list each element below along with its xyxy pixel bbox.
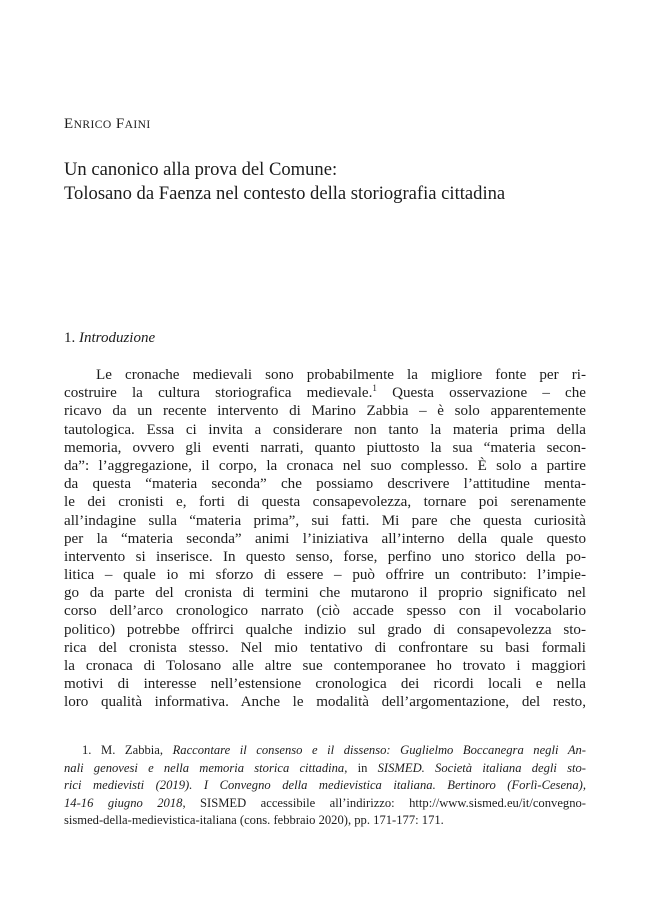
footnote-connector: , in — [344, 760, 378, 775]
footnote-url-text[interactable]: , SISMED accessibile all’indirizzo: http://www.sismed.eu/it/convegno- — [182, 795, 586, 810]
body-line: politico) potrebbe offrirci qualche indizio sul grado di consapevolezza sto- — [64, 621, 586, 638]
section-number: 1. — [64, 330, 79, 346]
footnote-line — [64, 742, 586, 760]
body-line-part: Questa osservazione – che — [376, 385, 586, 402]
body-line-part: costruire la cultura storiografica medievale. — [64, 385, 373, 402]
footnote-reference[interactable]: 1 — [372, 383, 377, 394]
body-line: le dei cronisti e, forti di questa consapevolezza, tornare poi serenamente — [64, 494, 586, 511]
footnote-line — [64, 795, 586, 813]
body-line — [64, 384, 586, 402]
body-line: la cronaca di Tolosano alle altre sue contemporanee ho trovato i maggiori — [64, 658, 586, 674]
body-line: rica del cronista stesso. Nel mio tentativo di confrontare su basi formali — [64, 639, 586, 656]
body-line — [64, 712, 586, 730]
author-name — [64, 116, 151, 133]
footnote-date: 14-16 giugno 2018 — [64, 795, 183, 810]
footnote-line — [64, 777, 586, 795]
footnote-line: sismed-della-medievistica-italiana (cons. febbraio 2020), pp. 171-177: 171. — [64, 813, 444, 828]
body-line: litica – quale io mi sforzo di essere – può offrire un contributo: l’impie- — [64, 567, 586, 584]
body-line: all’indagine sulla “materia prima”, sui fatti. Mi pare che questa curiosità — [64, 512, 586, 529]
body-line: motivi di interesse nell’estensione cronologica dei ricordi locali e nella — [64, 676, 586, 693]
footnote-source-cont: rici medievisti (2019). I Convegno della medievistica italiana. Bertinoro (Forlì-Cesena), — [64, 778, 586, 793]
body-line: intervento si inserisce. In questo senso, forse, perfino uno storico della po- — [64, 548, 586, 565]
page — [64, 0, 586, 910]
body-line: memoria, ovvero gli eventi narrati, quanto piuttosto la sua “materia secon- — [64, 439, 586, 456]
author-last-rest: AINI — [124, 118, 151, 131]
footnote-title: Raccontare il consenso e il dissenso: Guglielmo Boccanegra negli An- — [172, 743, 586, 757]
body-line: da questa “materia seconda” che possiamo descrivere l’attitudine menta- — [64, 476, 586, 493]
author-initial: E — [64, 116, 74, 132]
body-line: ricavo da un recente intervento di Marino Zabbia – è solo apparentemente — [64, 403, 586, 420]
footnote-source: SISMED. Società italiana degli sto- — [377, 760, 586, 775]
body-line: corso dell’arco cronologico narrato (ciò accade spesso con il vocabolario — [64, 603, 586, 620]
section-heading — [64, 330, 155, 347]
body-line: Le cronache medievali sono probabilmente la migliore fonte per ri- — [96, 367, 586, 383]
author-first-rest: NRICO — [73, 118, 112, 131]
author-last-initial: F — [115, 116, 125, 132]
body-line: tautologica. Essa ci invita a considerare non tanto la materia prima della — [64, 421, 586, 438]
body-line: da”: l’aggregazione, il corpo, la cronaca nel suo complesso. È solo a partire — [64, 457, 586, 474]
title-line: Tolosano da Faenza nel contesto della storiografia cittadina — [64, 183, 506, 204]
footnote — [64, 742, 586, 830]
title-line: Un canonico alla prova del Comune: — [64, 159, 338, 180]
body-line: go da parte del cronista di termini che mutarono il proprio significato nel — [64, 585, 586, 602]
body-line: loro qualità informativa. Anche le modalità dell’argomentazione, del resto, — [64, 694, 586, 711]
body-line: per la “materia seconda” animi l’iniziativa all’interno della quale questo — [64, 530, 586, 547]
footnote-author: 1. M. Zabbia, — [82, 743, 173, 757]
footnote-title-cont: nali genovesi e nella memoria storica cittadina — [64, 760, 345, 775]
footnote-line — [64, 760, 586, 778]
chapter-title — [64, 158, 624, 206]
body-paragraph — [64, 366, 586, 730]
section-title: Introduzione — [79, 330, 156, 346]
